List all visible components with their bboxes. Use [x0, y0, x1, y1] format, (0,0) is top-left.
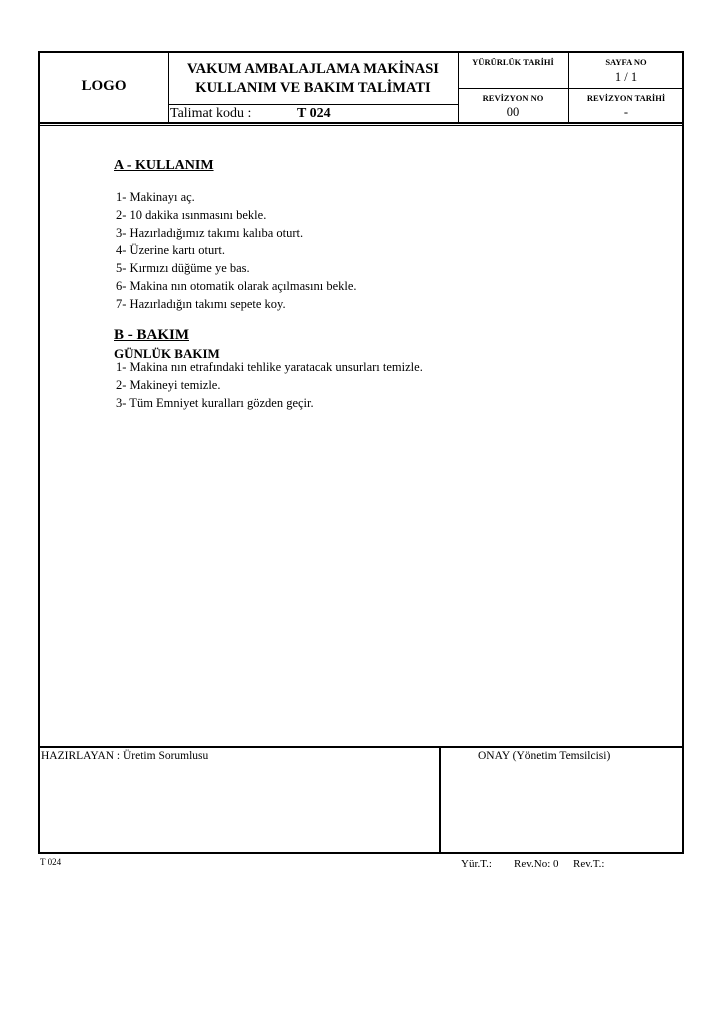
list-item: 3- Tüm Emniyet kuralları gözden geçir.	[116, 395, 314, 410]
list-item: 4- Üzerine kartı oturt.	[116, 243, 225, 258]
logo: LOGO	[81, 78, 127, 94]
header-divider-talimat	[168, 104, 458, 105]
list-item: 6- Makina nın otomatik olarak açılmasını bekle.	[116, 278, 357, 293]
onay-label: ONAY (Yönetim Temsilcisi)	[478, 750, 611, 762]
sayfa-no-value: 1 / 1	[614, 70, 638, 84]
document-title-line1: VAKUM AMBALAJLAMA MAKİNASI	[187, 61, 439, 77]
revno-footer: Rev.No: 0	[514, 858, 559, 870]
section-a-title: A - KULLANIM	[114, 158, 214, 173]
document-title-line2: KULLANIM VE BAKIM TALİMATI	[195, 80, 431, 96]
list-item: 1- Makinayı aç.	[116, 190, 195, 204]
header-bottom-line-2	[38, 125, 684, 126]
footer-top-line	[38, 746, 684, 748]
revt-footer: Rev.T.:	[573, 858, 605, 870]
yururluk-footer: Yür.T.:	[461, 858, 492, 870]
list-item: 2- 10 dakika ısınmasını bekle.	[116, 207, 267, 222]
revizyon-no-label: REVİZYON NO	[482, 93, 544, 103]
yururluk-tarihi-label: YÜRÜRLÜK TARİHİ	[472, 57, 554, 67]
section-a-list	[116, 189, 357, 314]
header-bottom-line	[38, 122, 684, 124]
document-code-footer: T 024	[40, 857, 62, 867]
revizyon-no-value: 00	[506, 105, 520, 119]
talimat-code-label: Talimat kodu :	[170, 106, 252, 121]
section-b-subtitle: GÜNLÜK BAKIM	[114, 346, 220, 361]
list-item: 7- Hazırladığın takımı sepete koy.	[116, 296, 286, 311]
section-b-list	[116, 359, 423, 412]
sayfa-no-label: SAYFA NO	[605, 57, 647, 67]
list-item: 5- Kırmızı düğüme ye bas.	[116, 261, 250, 276]
list-item: 3- Hazırladığımız takımı kalıba oturt.	[116, 225, 304, 240]
header-divider-meta-row	[458, 88, 684, 89]
list-item: 1- Makina nın etrafındaki tehlike yaratacak unsurları temizle.	[116, 360, 423, 374]
revizyon-tarihi-label: REVİZYON TARİHİ	[586, 93, 666, 103]
footer-divider	[439, 746, 441, 854]
list-item: 2- Makineyi temizle.	[116, 377, 221, 392]
revizyon-tarihi-value: -	[623, 105, 629, 119]
section-b-title: B - BAKIM	[114, 327, 189, 343]
talimat-code-value: T 024	[297, 106, 331, 121]
hazirlayan-label: HAZIRLAYAN : Üretim Sorumlusu	[41, 750, 209, 762]
